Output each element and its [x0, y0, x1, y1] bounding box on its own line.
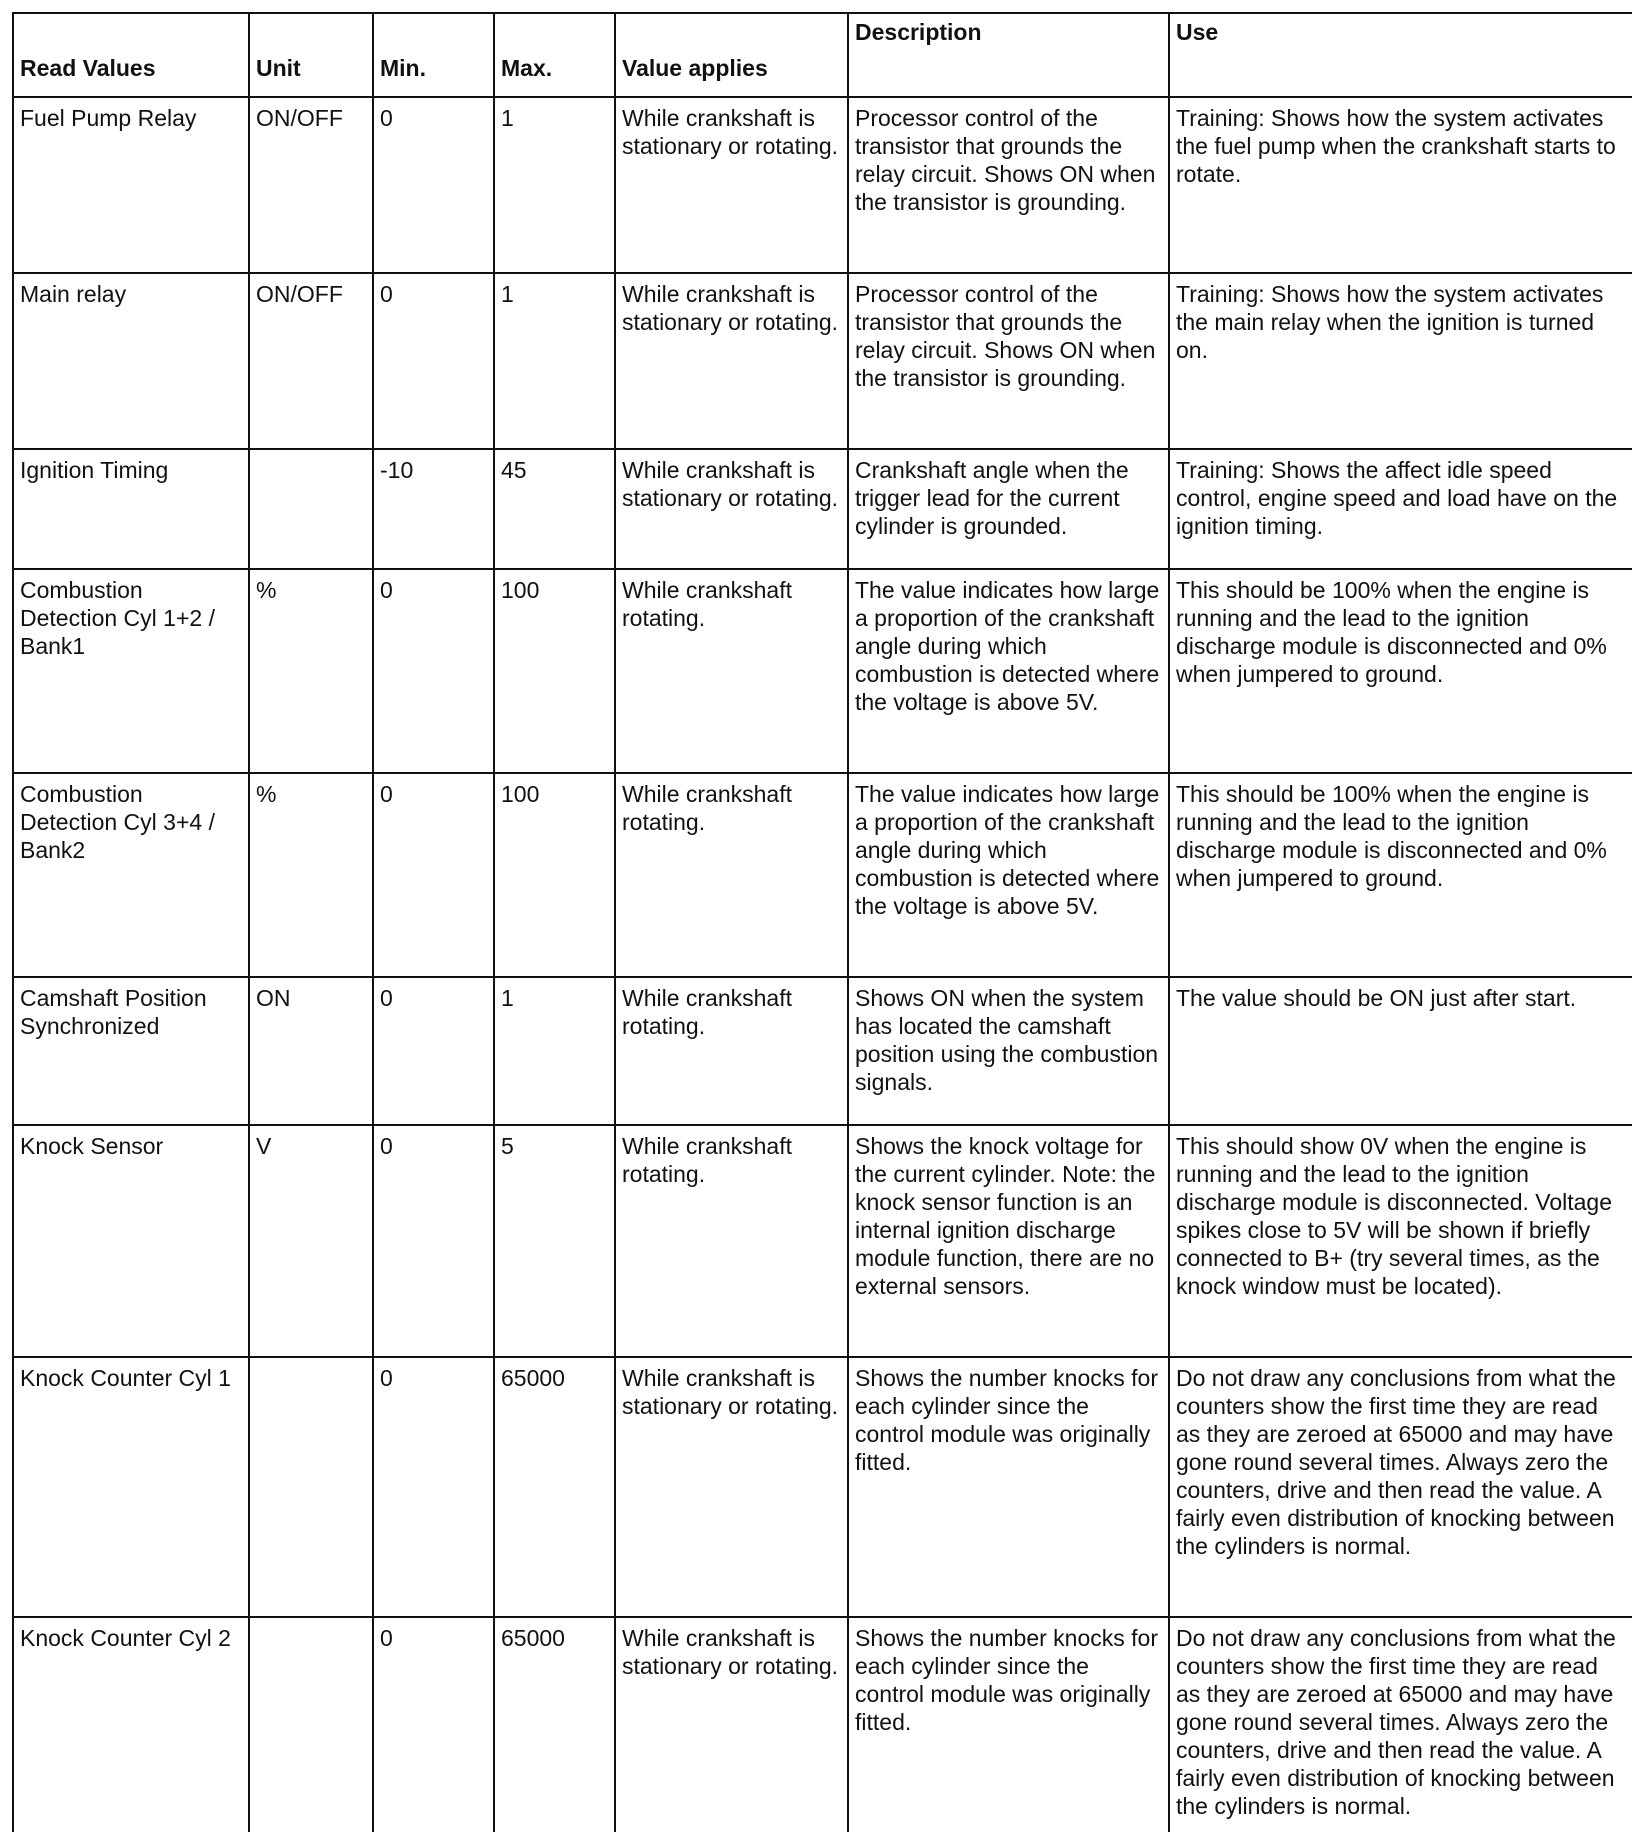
cell-description: Shows the number knocks for each cylinder since the control module was originally fitted.	[848, 1617, 1169, 1832]
cell-read-values: Camshaft Position Synchronized	[13, 977, 249, 1125]
header-use: Use	[1169, 13, 1632, 97]
header-unit: Unit	[249, 13, 373, 97]
cell-use: This should be 100% when the engine is running and the lead to the ignition discharge module is disconnected and 0% when jumpered to ground.	[1169, 773, 1632, 977]
cell-description: Shows the number knocks for each cylinder since the control module was originally fitted.	[848, 1357, 1169, 1617]
cell-use: This should be 100% when the engine is running and the lead to the ignition discharge module is disconnected and 0% when jumpered to ground.	[1169, 569, 1632, 773]
cell-value-applies: While crankshaft is stationary or rotating.	[615, 97, 848, 273]
cell-use: The value should be ON just after start.	[1169, 977, 1632, 1125]
cell-value-applies: While crankshaft rotating.	[615, 977, 848, 1125]
table-row	[13, 97, 1632, 273]
cell-unit	[249, 1357, 373, 1617]
cell-use: This should show 0V when the engine is running and the lead to the ignition discharge module is disconnected. Voltage spikes close to 5V will be shown if briefly connected to B+ (try several times, as the knock window must be located).	[1169, 1125, 1632, 1357]
cell-max: 65000	[494, 1357, 615, 1617]
header-read-values: Read Values	[13, 13, 249, 97]
cell-read-values: Combustion Detection Cyl 1+2 / Bank1	[13, 569, 249, 773]
cell-min: 0	[373, 1357, 494, 1617]
cell-description: Processor control of the transistor that grounds the relay circuit. Shows ON when the transistor is grounding.	[848, 273, 1169, 449]
cell-min: 0	[373, 97, 494, 273]
cell-unit: %	[249, 569, 373, 773]
cell-value-applies: While crankshaft is stationary or rotating.	[615, 1357, 848, 1617]
cell-use: Do not draw any conclusions from what the counters show the first time they are read as they are zeroed at 65000 and may have gone round several times. Always zero the counters, drive and then read the value. A fairly even distribution of knocking between the cylinders is normal.	[1169, 1617, 1632, 1832]
cell-value-applies: While crankshaft is stationary or rotating.	[615, 449, 848, 569]
cell-description: Processor control of the transistor that grounds the relay circuit. Shows ON when the transistor is grounding.	[848, 97, 1169, 273]
cell-read-values: Knock Counter Cyl 2	[13, 1617, 249, 1832]
cell-max: 100	[494, 773, 615, 977]
table-row	[13, 569, 1632, 773]
cell-unit: %	[249, 773, 373, 977]
cell-unit: ON	[249, 977, 373, 1125]
cell-min: -10	[373, 449, 494, 569]
cell-description: The value indicates how large a proportion of the crankshaft angle during which combustion is detected where the voltage is above 5V.	[848, 773, 1169, 977]
table-row	[13, 773, 1632, 977]
table-row	[13, 977, 1632, 1125]
cell-unit: ON/OFF	[249, 97, 373, 273]
cell-unit	[249, 1617, 373, 1832]
cell-use: Training: Shows the affect idle speed control, engine speed and load have on the ignition timing.	[1169, 449, 1632, 569]
header-row	[13, 13, 1632, 97]
cell-unit	[249, 449, 373, 569]
cell-use: Training: Shows how the system activates the main relay when the ignition is turned on.	[1169, 273, 1632, 449]
table-row	[13, 1617, 1632, 1832]
cell-unit: V	[249, 1125, 373, 1357]
cell-max: 1	[494, 273, 615, 449]
cell-read-values: Ignition Timing	[13, 449, 249, 569]
table-row	[13, 1357, 1632, 1617]
cell-unit: ON/OFF	[249, 273, 373, 449]
cell-value-applies: While crankshaft rotating.	[615, 1125, 848, 1357]
header-value-applies: Value applies	[615, 13, 848, 97]
cell-read-values: Combustion Detection Cyl 3+4 / Bank2	[13, 773, 249, 977]
cell-use: Do not draw any conclusions from what the counters show the first time they are read as they are zeroed at 65000 and may have gone round several times. Always zero the counters, drive and then read the value. A fairly even distribution of knocking between the cylinders is normal.	[1169, 1357, 1632, 1617]
cell-description: The value indicates how large a proportion of the crankshaft angle during which combustion is detected where the voltage is above 5V.	[848, 569, 1169, 773]
cell-min: 0	[373, 1617, 494, 1832]
cell-max: 45	[494, 449, 615, 569]
cell-description: Shows ON when the system has located the camshaft position using the combustion signals.	[848, 977, 1169, 1125]
cell-value-applies: While crankshaft rotating.	[615, 569, 848, 773]
cell-max: 1	[494, 97, 615, 273]
table-row	[13, 1125, 1632, 1357]
cell-max: 5	[494, 1125, 615, 1357]
cell-description: Shows the knock voltage for the current cylinder. Note: the knock sensor function is an internal ignition discharge module function, there are no external sensors.	[848, 1125, 1169, 1357]
cell-use: Training: Shows how the system activates the fuel pump when the crankshaft starts to rotate.	[1169, 97, 1632, 273]
cell-max: 100	[494, 569, 615, 773]
table-row	[13, 449, 1632, 569]
cell-min: 0	[373, 977, 494, 1125]
cell-read-values: Main relay	[13, 273, 249, 449]
cell-value-applies: While crankshaft is stationary or rotating.	[615, 1617, 848, 1832]
cell-read-values: Knock Counter Cyl 1	[13, 1357, 249, 1617]
cell-read-values: Fuel Pump Relay	[13, 97, 249, 273]
read-values-table	[12, 12, 1632, 1832]
header-description: Description	[848, 13, 1169, 97]
header-max: Max.	[494, 13, 615, 97]
cell-read-values: Knock Sensor	[13, 1125, 249, 1357]
cell-max: 65000	[494, 1617, 615, 1832]
cell-min: 0	[373, 569, 494, 773]
table-row	[13, 273, 1632, 449]
cell-value-applies: While crankshaft rotating.	[615, 773, 848, 977]
cell-description: Crankshaft angle when the trigger lead for the current cylinder is grounded.	[848, 449, 1169, 569]
cell-min: 0	[373, 1125, 494, 1357]
cell-min: 0	[373, 773, 494, 977]
cell-min: 0	[373, 273, 494, 449]
document-page	[12, 12, 1632, 1832]
cell-max: 1	[494, 977, 615, 1125]
header-min: Min.	[373, 13, 494, 97]
cell-value-applies: While crankshaft is stationary or rotating.	[615, 273, 848, 449]
